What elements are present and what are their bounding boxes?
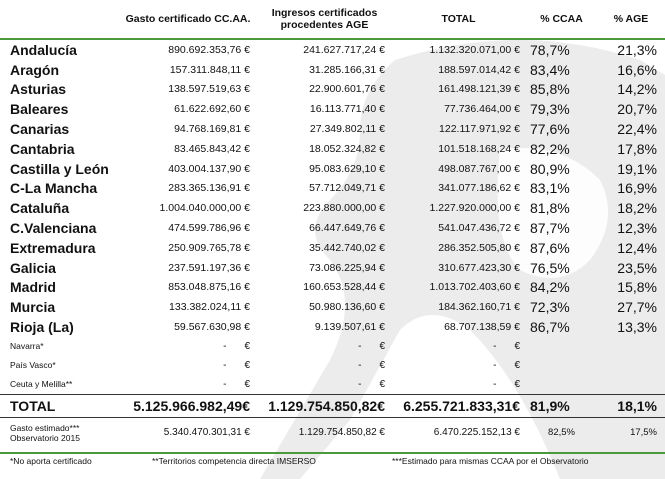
- header-ingresos: [258, 0, 391, 39]
- footnote-imserso: **Territorios competencia directa IMSERSO: [152, 456, 316, 466]
- estimate-pct-age: 17,5%: [630, 427, 657, 439]
- region-name: Cantabria: [10, 140, 75, 157]
- table-row: [0, 179, 665, 199]
- table-row: [0, 139, 665, 159]
- gasto-value: 61.622.692,60 €: [174, 103, 250, 116]
- dash: -: [223, 359, 227, 371]
- gasto-value: 59.567.630,98 €: [174, 321, 250, 334]
- table-row: [0, 198, 665, 218]
- region-name: Andalucía: [10, 41, 77, 58]
- table-row: [0, 218, 665, 238]
- region-name: Galicia: [10, 259, 56, 276]
- euro-sign: €: [379, 378, 385, 390]
- header-pct-ccaa: % CCAA: [526, 0, 597, 39]
- total-pct-age: 18,1%: [597, 394, 665, 417]
- pct-age-value: 12,4%: [617, 239, 657, 256]
- total-value: 184.362.160,71 €: [438, 301, 520, 314]
- estimate-pct-ccaa: 82,5%: [548, 427, 575, 439]
- region-name: Canarias: [10, 121, 70, 138]
- gasto-value: 403.004.137,90 €: [168, 162, 250, 175]
- pct-age-empty: [597, 337, 665, 356]
- euro-sign: €: [379, 359, 385, 371]
- pct-ccaa-value: 79,3%: [530, 101, 570, 118]
- estimate-label-line2: Observatorio 2015: [10, 432, 80, 443]
- region-name: C.Valenciana: [10, 220, 97, 237]
- estimate-label-line1: Gasto estimado***: [10, 422, 80, 433]
- table-row: [0, 119, 665, 139]
- euro-sign: €: [379, 340, 385, 352]
- pct-ccaa-empty: [526, 375, 597, 395]
- ingresos-value: 22.900.601,76 €: [309, 83, 385, 96]
- gasto-value: 83.465.843,42 €: [174, 142, 250, 155]
- footnote-estimated: ***Estimado para mismas CCAA por el Observatorio: [392, 456, 589, 466]
- ingresos-empty-value: [258, 356, 391, 375]
- ingresos-value: 95.083.629,10 €: [309, 162, 385, 175]
- pct-ccaa-value: 83,1%: [530, 180, 570, 197]
- ingresos-value: 35.442.740,02 €: [309, 241, 385, 254]
- gasto-value: 474.599.786,96 €: [168, 222, 250, 235]
- total-value: 68.707.138,59 €: [444, 321, 520, 334]
- total-value: 498.087.767,00 €: [438, 162, 520, 175]
- ingresos-value: 18.052.324,82 €: [309, 142, 385, 155]
- euro-sign: €: [514, 378, 520, 390]
- region-name: Ceuta y Melilla**: [10, 379, 73, 390]
- total-value: 122.117.971,92 €: [439, 123, 520, 136]
- euro-sign: €: [244, 340, 250, 352]
- region-name: Asturias: [10, 81, 67, 98]
- total-value: 161.498.121,39 €: [438, 83, 520, 96]
- ingresos-value: 9.139.507,61 €: [314, 321, 385, 334]
- gasto-empty-value: [118, 356, 258, 375]
- total-value: 341.077.186,62 €: [438, 182, 520, 195]
- table-row: [0, 317, 665, 337]
- total-value: 188.597.014,42 €: [438, 63, 520, 76]
- pct-ccaa-value: 78,7%: [530, 41, 570, 58]
- pct-age-value: 12,3%: [617, 220, 657, 237]
- total-empty-value: [391, 375, 526, 395]
- region-name: Navarra*: [10, 341, 44, 352]
- ingresos-value: 223.880.000,00 €: [303, 202, 385, 215]
- region-name: Castilla y León: [10, 160, 109, 177]
- region-name: País Vasco*: [10, 360, 56, 371]
- dash: -: [493, 378, 497, 390]
- dash: -: [358, 340, 362, 352]
- total-value: 1.227.920.000,00 €: [429, 202, 520, 215]
- pct-age-value: 16,6%: [617, 61, 657, 78]
- table-row: [0, 278, 665, 298]
- region-name: Rioja (La): [10, 319, 74, 336]
- estimate-gasto: 5.340.470.301,31 €: [163, 427, 250, 439]
- gasto-value: 853.048.875,16 €: [168, 281, 250, 294]
- ingresos-value: 27.349.802,11 €: [309, 123, 385, 136]
- total-value: 1.013.702.403,60 €: [429, 281, 520, 294]
- ingresos-value: 241.627.717,24 €: [303, 43, 385, 56]
- table-row: [0, 39, 665, 60]
- dash: -: [493, 340, 497, 352]
- pct-age-value: 19,1%: [617, 160, 657, 177]
- total-total: 6.255.721.833,31€: [391, 394, 526, 417]
- pct-ccaa-value: 87,7%: [530, 220, 570, 237]
- total-empty-value: [391, 356, 526, 375]
- ingresos-value: 50.980.136,60 €: [309, 301, 385, 314]
- dash: -: [493, 359, 497, 371]
- gasto-value: 133.382.024,11 €: [169, 301, 250, 314]
- euro-sign: €: [514, 340, 520, 352]
- dash: -: [358, 359, 362, 371]
- table-row-no-data: [0, 337, 665, 356]
- table-row: [0, 258, 665, 278]
- dash: -: [223, 340, 227, 352]
- ingresos-value: 160.653.528,44 €: [303, 281, 385, 294]
- dash: -: [223, 378, 227, 390]
- table-row: [0, 99, 665, 119]
- ingresos-value: 73.086.225,94 €: [309, 261, 385, 274]
- header-ingresos-line1: Ingresos certificados: [271, 7, 378, 19]
- total-value: 286.352.505,80 €: [438, 241, 520, 254]
- table-row: [0, 60, 665, 80]
- total-label: TOTAL: [0, 394, 118, 417]
- region-name: Cataluña: [10, 200, 70, 217]
- region-rows: [0, 39, 665, 448]
- pct-age-value: 14,2%: [617, 81, 657, 98]
- pct-age-value: 20,7%: [617, 101, 657, 118]
- ingresos-value: 31.285.166,31 €: [309, 63, 385, 76]
- total-value: 77.736.464,00 €: [444, 103, 520, 116]
- gasto-value: 138.597.519,63 €: [168, 83, 250, 96]
- total-value: 1.132.320.071,00 €: [429, 43, 520, 56]
- pct-ccaa-value: 85,8%: [530, 81, 570, 98]
- pct-ccaa-value: 83,4%: [530, 61, 570, 78]
- header-region: [0, 0, 118, 39]
- estimate-ingresos: 1.129.754.850,82 €: [298, 427, 385, 439]
- pct-ccaa-value: 82,2%: [530, 140, 570, 157]
- region-name: Aragón: [10, 61, 59, 78]
- total-value: 101.518.168,24 €: [438, 142, 520, 155]
- gasto-value: 890.692.353,76 €: [168, 43, 250, 56]
- pct-ccaa-value: 77,6%: [530, 121, 570, 138]
- pct-age-value: 15,8%: [617, 279, 657, 296]
- pct-age-value: 13,3%: [617, 319, 657, 336]
- pct-age-value: 22,4%: [617, 121, 657, 138]
- euro-sign: €: [244, 359, 250, 371]
- pct-ccaa-value: 87,6%: [530, 239, 570, 256]
- gasto-value: 283.365.136,91 €: [168, 182, 250, 195]
- pct-ccaa-empty: [526, 356, 597, 375]
- total-ingresos: 1.129.754.850,82€: [258, 394, 391, 417]
- estimate-total: 6.470.225.152,13 €: [433, 427, 520, 439]
- estimate-row: [0, 417, 665, 448]
- total-row: [0, 394, 665, 417]
- region-name: Baleares: [10, 101, 69, 118]
- pct-ccaa-value: 81,8%: [530, 200, 570, 217]
- euro-sign: €: [514, 359, 520, 371]
- header-pct-age: % AGE: [597, 0, 665, 39]
- ingresos-empty-value: [258, 375, 391, 395]
- table-row-no-data: [0, 356, 665, 375]
- gasto-value: 250.909.765,78 €: [168, 241, 250, 254]
- header-ingresos-line2: procedentes AGE: [280, 19, 369, 31]
- ingresos-empty-value: [258, 337, 391, 356]
- gasto-empty-value: [118, 337, 258, 356]
- pct-ccaa-value: 86,7%: [530, 319, 570, 336]
- pct-ccaa-value: 76,5%: [530, 259, 570, 276]
- total-gasto: 5.125.966.982,49€: [118, 394, 258, 417]
- total-empty-value: [391, 337, 526, 356]
- region-name: C-La Mancha: [10, 180, 98, 197]
- gasto-value: 94.768.169,81 €: [174, 123, 250, 136]
- ingresos-value: 57.712.049,71 €: [309, 182, 385, 195]
- region-name: Madrid: [10, 279, 56, 296]
- pct-age-value: 27,7%: [617, 299, 657, 316]
- pct-age-value: 17,8%: [617, 140, 657, 157]
- total-value: 541.047.436,72 €: [438, 222, 520, 235]
- table-row: [0, 80, 665, 100]
- pct-age-value: 23,5%: [617, 259, 657, 276]
- gasto-value: 1.004.040.000,00 €: [159, 202, 250, 215]
- estimate-label: [0, 417, 118, 448]
- pct-ccaa-empty: [526, 337, 597, 356]
- pct-age-value: 18,2%: [617, 200, 657, 217]
- euro-sign: €: [244, 378, 250, 390]
- dash: -: [358, 378, 362, 390]
- pct-ccaa-value: 72,3%: [530, 299, 570, 316]
- table-row: [0, 238, 665, 258]
- header-total: TOTAL: [391, 0, 526, 39]
- ingresos-value: 16.113.771,40 €: [309, 103, 385, 116]
- gasto-value: 237.591.197,36 €: [168, 261, 250, 274]
- gasto-value: 157.311.848,11 €: [169, 63, 250, 76]
- header-row: [0, 0, 665, 39]
- table-row-no-data: [0, 375, 665, 395]
- footnote-no-certificate: *No aporta certificado: [10, 456, 92, 466]
- pct-ccaa-value: 84,2%: [530, 279, 570, 296]
- header-gasto: Gasto certificado CC.AA.: [118, 0, 258, 39]
- pct-age-value: 16,9%: [617, 180, 657, 197]
- pct-age-empty: [597, 375, 665, 395]
- pct-age-empty: [597, 356, 665, 375]
- table-row: [0, 297, 665, 317]
- total-value: 310.677.423,30 €: [438, 261, 520, 274]
- ingresos-value: 66.447.649,76 €: [309, 222, 385, 235]
- footnotes: [0, 452, 665, 468]
- region-name: Extremadura: [10, 239, 96, 256]
- table-row: [0, 159, 665, 179]
- pct-ccaa-value: 80,9%: [530, 160, 570, 177]
- total-pct-ccaa: 81,9%: [526, 394, 597, 417]
- gasto-empty-value: [118, 375, 258, 395]
- region-name: Murcia: [10, 299, 56, 316]
- pct-age-value: 21,3%: [617, 41, 657, 58]
